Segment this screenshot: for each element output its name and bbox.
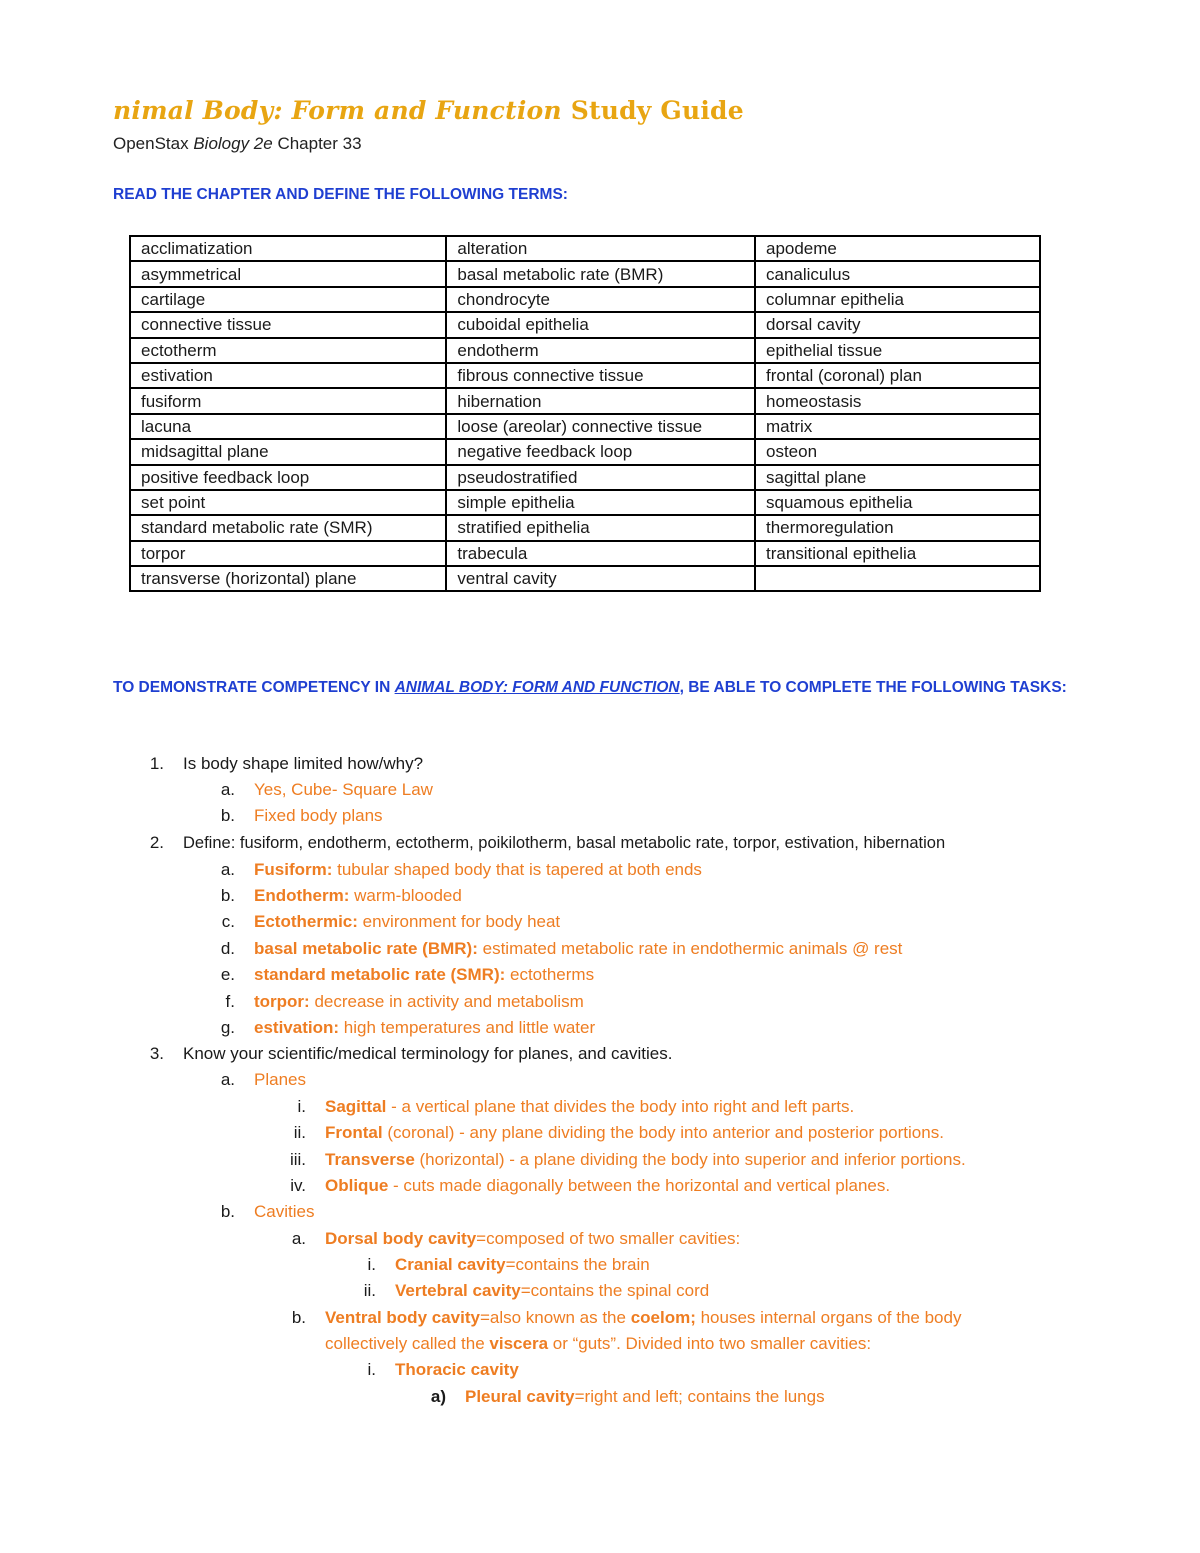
term-definition: =contains the brain <box>505 1255 650 1274</box>
term-definition: - a vertical plane that divides the body into right and left parts. <box>386 1097 855 1116</box>
list-marker: a. <box>291 1229 306 1248</box>
term-definition: ectotherms <box>505 965 595 984</box>
term-label: Ventral body cavity <box>325 1308 480 1327</box>
list-marker: f. <box>225 992 235 1011</box>
table-row <box>130 261 1040 286</box>
table-row <box>130 490 1040 515</box>
term-label: Cranial cavity <box>395 1255 506 1274</box>
table-cell: acclimatization <box>130 236 446 261</box>
list-marker: e. <box>220 965 235 984</box>
table-cell: ventral cavity <box>446 566 755 591</box>
term-label: Frontal <box>325 1123 383 1142</box>
subtitle <box>113 134 362 154</box>
term-label: Ectothermic: <box>254 912 358 931</box>
term-label: Vertebral cavity <box>395 1281 521 1300</box>
term-label: Thoracic cavity <box>395 1360 519 1379</box>
list-marker: a) <box>430 1387 446 1406</box>
term-definition: estimated metabolic rate in endothermic animals @ rest <box>477 939 903 958</box>
competency-pre: TO DEMONSTRATE COMPETENCY IN <box>113 679 395 696</box>
table-row <box>130 287 1040 312</box>
term-definition: =contains the spinal cord <box>520 1281 710 1300</box>
table-row <box>130 465 1040 490</box>
table-cell: ectotherm <box>130 338 446 363</box>
list-marker: ii. <box>363 1281 376 1300</box>
table-cell: cuboidal epithelia <box>446 312 755 337</box>
table-row <box>130 566 1040 591</box>
table-cell: stratified epithelia <box>446 515 755 540</box>
term-definition: or “guts”. Divided into two smaller cavities: <box>548 1334 872 1353</box>
table-cell: homeostasis <box>755 388 1040 413</box>
term-definition: =composed of two smaller cavities: <box>476 1229 741 1248</box>
table-cell: transitional epithelia <box>755 541 1040 566</box>
list-marker: b. <box>220 886 235 905</box>
list-item-continuation <box>325 1333 871 1355</box>
term-label: Sagittal <box>325 1097 387 1116</box>
table-cell: thermoregulation <box>755 515 1040 540</box>
table-row <box>130 515 1040 540</box>
list-marker: c. <box>221 912 235 931</box>
list-text: Planes <box>254 1070 306 1089</box>
term-definition: warm-blooded <box>349 886 462 905</box>
table-cell: positive feedback loop <box>130 465 446 490</box>
term-definition: =right and left; contains the lungs <box>574 1387 825 1406</box>
list-marker: iii. <box>289 1150 306 1169</box>
term-label: coelom; <box>630 1308 696 1327</box>
table-row <box>130 338 1040 363</box>
table-row <box>130 439 1040 464</box>
list-marker: b. <box>291 1308 306 1327</box>
table-cell: squamous epithelia <box>755 490 1040 515</box>
table-cell: lacuna <box>130 414 446 439</box>
table-cell: basal metabolic rate (BMR) <box>446 261 755 286</box>
table-cell: osteon <box>755 439 1040 464</box>
table-cell: columnar epithelia <box>755 287 1040 312</box>
term-label: basal metabolic rate (BMR): <box>254 939 478 958</box>
term-definition: - cuts made diagonally between the horizontal and vertical planes. <box>388 1176 891 1195</box>
term-definition: environment for body heat <box>357 912 561 931</box>
table-cell: negative feedback loop <box>446 439 755 464</box>
term-definition: =also known as the <box>479 1308 631 1327</box>
list-marker: i. <box>297 1097 306 1116</box>
table-cell <box>755 566 1040 591</box>
table-cell: asymmetrical <box>130 261 446 286</box>
table-cell: fusiform <box>130 388 446 413</box>
table-cell: matrix <box>755 414 1040 439</box>
table-row <box>130 388 1040 413</box>
list-text: Cavities <box>254 1202 315 1221</box>
competency-post: , BE ABLE TO COMPLETE THE FOLLOWING TASKS: <box>679 679 1067 696</box>
table-row <box>130 236 1040 261</box>
list-marker: d. <box>220 939 235 958</box>
table-cell: pseudostratified <box>446 465 755 490</box>
table-row <box>130 363 1040 388</box>
page-title <box>113 96 744 125</box>
list-marker: i. <box>367 1360 376 1379</box>
list-marker: 1. <box>149 754 164 773</box>
subtitle-book: Biology 2e <box>193 134 273 153</box>
term-label: Fusiform: <box>254 860 333 879</box>
list-text: Fixed body plans <box>254 806 383 825</box>
term-definition: high temperatures and little water <box>339 1018 596 1037</box>
table-cell: dorsal cavity <box>755 312 1040 337</box>
term-label: standard metabolic rate (SMR): <box>254 965 506 984</box>
table-cell: sagittal plane <box>755 465 1040 490</box>
competency-heading <box>113 673 1073 702</box>
term-definition: collectively called the <box>325 1334 490 1353</box>
table-cell: epithelial tissue <box>755 338 1040 363</box>
table-cell: loose (areolar) connective tissue <box>446 414 755 439</box>
term-label: Pleural cavity <box>465 1387 575 1406</box>
table-cell: chondrocyte <box>446 287 755 312</box>
term-definition: decrease in activity and metabolism <box>309 992 584 1011</box>
table-cell: standard metabolic rate (SMR) <box>130 515 446 540</box>
term-label: torpor: <box>254 992 310 1011</box>
subtitle-chapter: Chapter 33 <box>272 134 362 153</box>
table-cell: transverse (horizontal) plane <box>130 566 446 591</box>
list-marker: a. <box>220 860 235 879</box>
subtitle-pre: OpenStax <box>113 134 194 153</box>
table-cell: frontal (coronal) plan <box>755 363 1040 388</box>
list-marker: b. <box>220 1202 235 1221</box>
list-marker: a. <box>220 780 235 799</box>
table-cell: midsagittal plane <box>130 439 446 464</box>
term-definition: tubular shaped body that is tapered at both ends <box>332 860 702 879</box>
terms-table <box>129 235 1041 592</box>
list-text: Define: fusiform, endotherm, ectotherm, poikilotherm, basal metabolic rate, torpor, estivation, hibernation <box>183 834 946 852</box>
list-marker: ii. <box>293 1123 306 1142</box>
table-cell: cartilage <box>130 287 446 312</box>
table-cell: hibernation <box>446 388 755 413</box>
list-marker: b. <box>220 806 235 825</box>
term-label: estivation: <box>254 1018 340 1037</box>
competency-link[interactable]: ANIMAL BODY: FORM AND FUNCTION <box>394 679 680 696</box>
term-label: Endotherm: <box>254 886 350 905</box>
table-cell: connective tissue <box>130 312 446 337</box>
term-label: Oblique <box>325 1176 389 1195</box>
term-label: viscera <box>489 1334 549 1353</box>
table-row <box>130 414 1040 439</box>
table-cell: alteration <box>446 236 755 261</box>
table-row <box>130 541 1040 566</box>
term-definition: (coronal) - any plane dividing the body into anterior and posterior portions. <box>382 1123 944 1142</box>
list-marker: i. <box>367 1255 376 1274</box>
terms-heading: READ THE CHAPTER AND DEFINE THE FOLLOWING TERMS: <box>113 186 568 203</box>
title-rest: Study Guide <box>561 96 744 125</box>
list-text: Is body shape limited how/why? <box>183 754 424 773</box>
term-definition: (horizontal) - a plane dividing the body into superior and inferior portions. <box>414 1150 966 1169</box>
table-cell: simple epithelia <box>446 490 755 515</box>
table-cell: torpor <box>130 541 446 566</box>
list-text: Yes, Cube- Square Law <box>254 780 433 799</box>
list-marker: iv. <box>290 1176 306 1195</box>
table-cell: apodeme <box>755 236 1040 261</box>
list-marker: g. <box>220 1018 235 1037</box>
table-cell: set point <box>130 490 446 515</box>
title-italic: nimal Body: Form and Function <box>113 96 562 125</box>
table-cell: canaliculus <box>755 261 1040 286</box>
term-label: Transverse <box>325 1150 415 1169</box>
term-definition: houses internal organs of the body <box>695 1308 962 1327</box>
list-marker: 2. <box>149 833 164 852</box>
list-marker: a. <box>220 1070 235 1089</box>
table-cell: fibrous connective tissue <box>446 363 755 388</box>
table-row <box>130 312 1040 337</box>
list-marker: 3. <box>149 1044 164 1063</box>
table-cell: trabecula <box>446 541 755 566</box>
table-cell: endotherm <box>446 338 755 363</box>
list-text: Know your scientific/medical terminology for planes, and cavities. <box>183 1044 673 1063</box>
table-cell: estivation <box>130 363 446 388</box>
term-label: Dorsal body cavity <box>325 1229 477 1248</box>
